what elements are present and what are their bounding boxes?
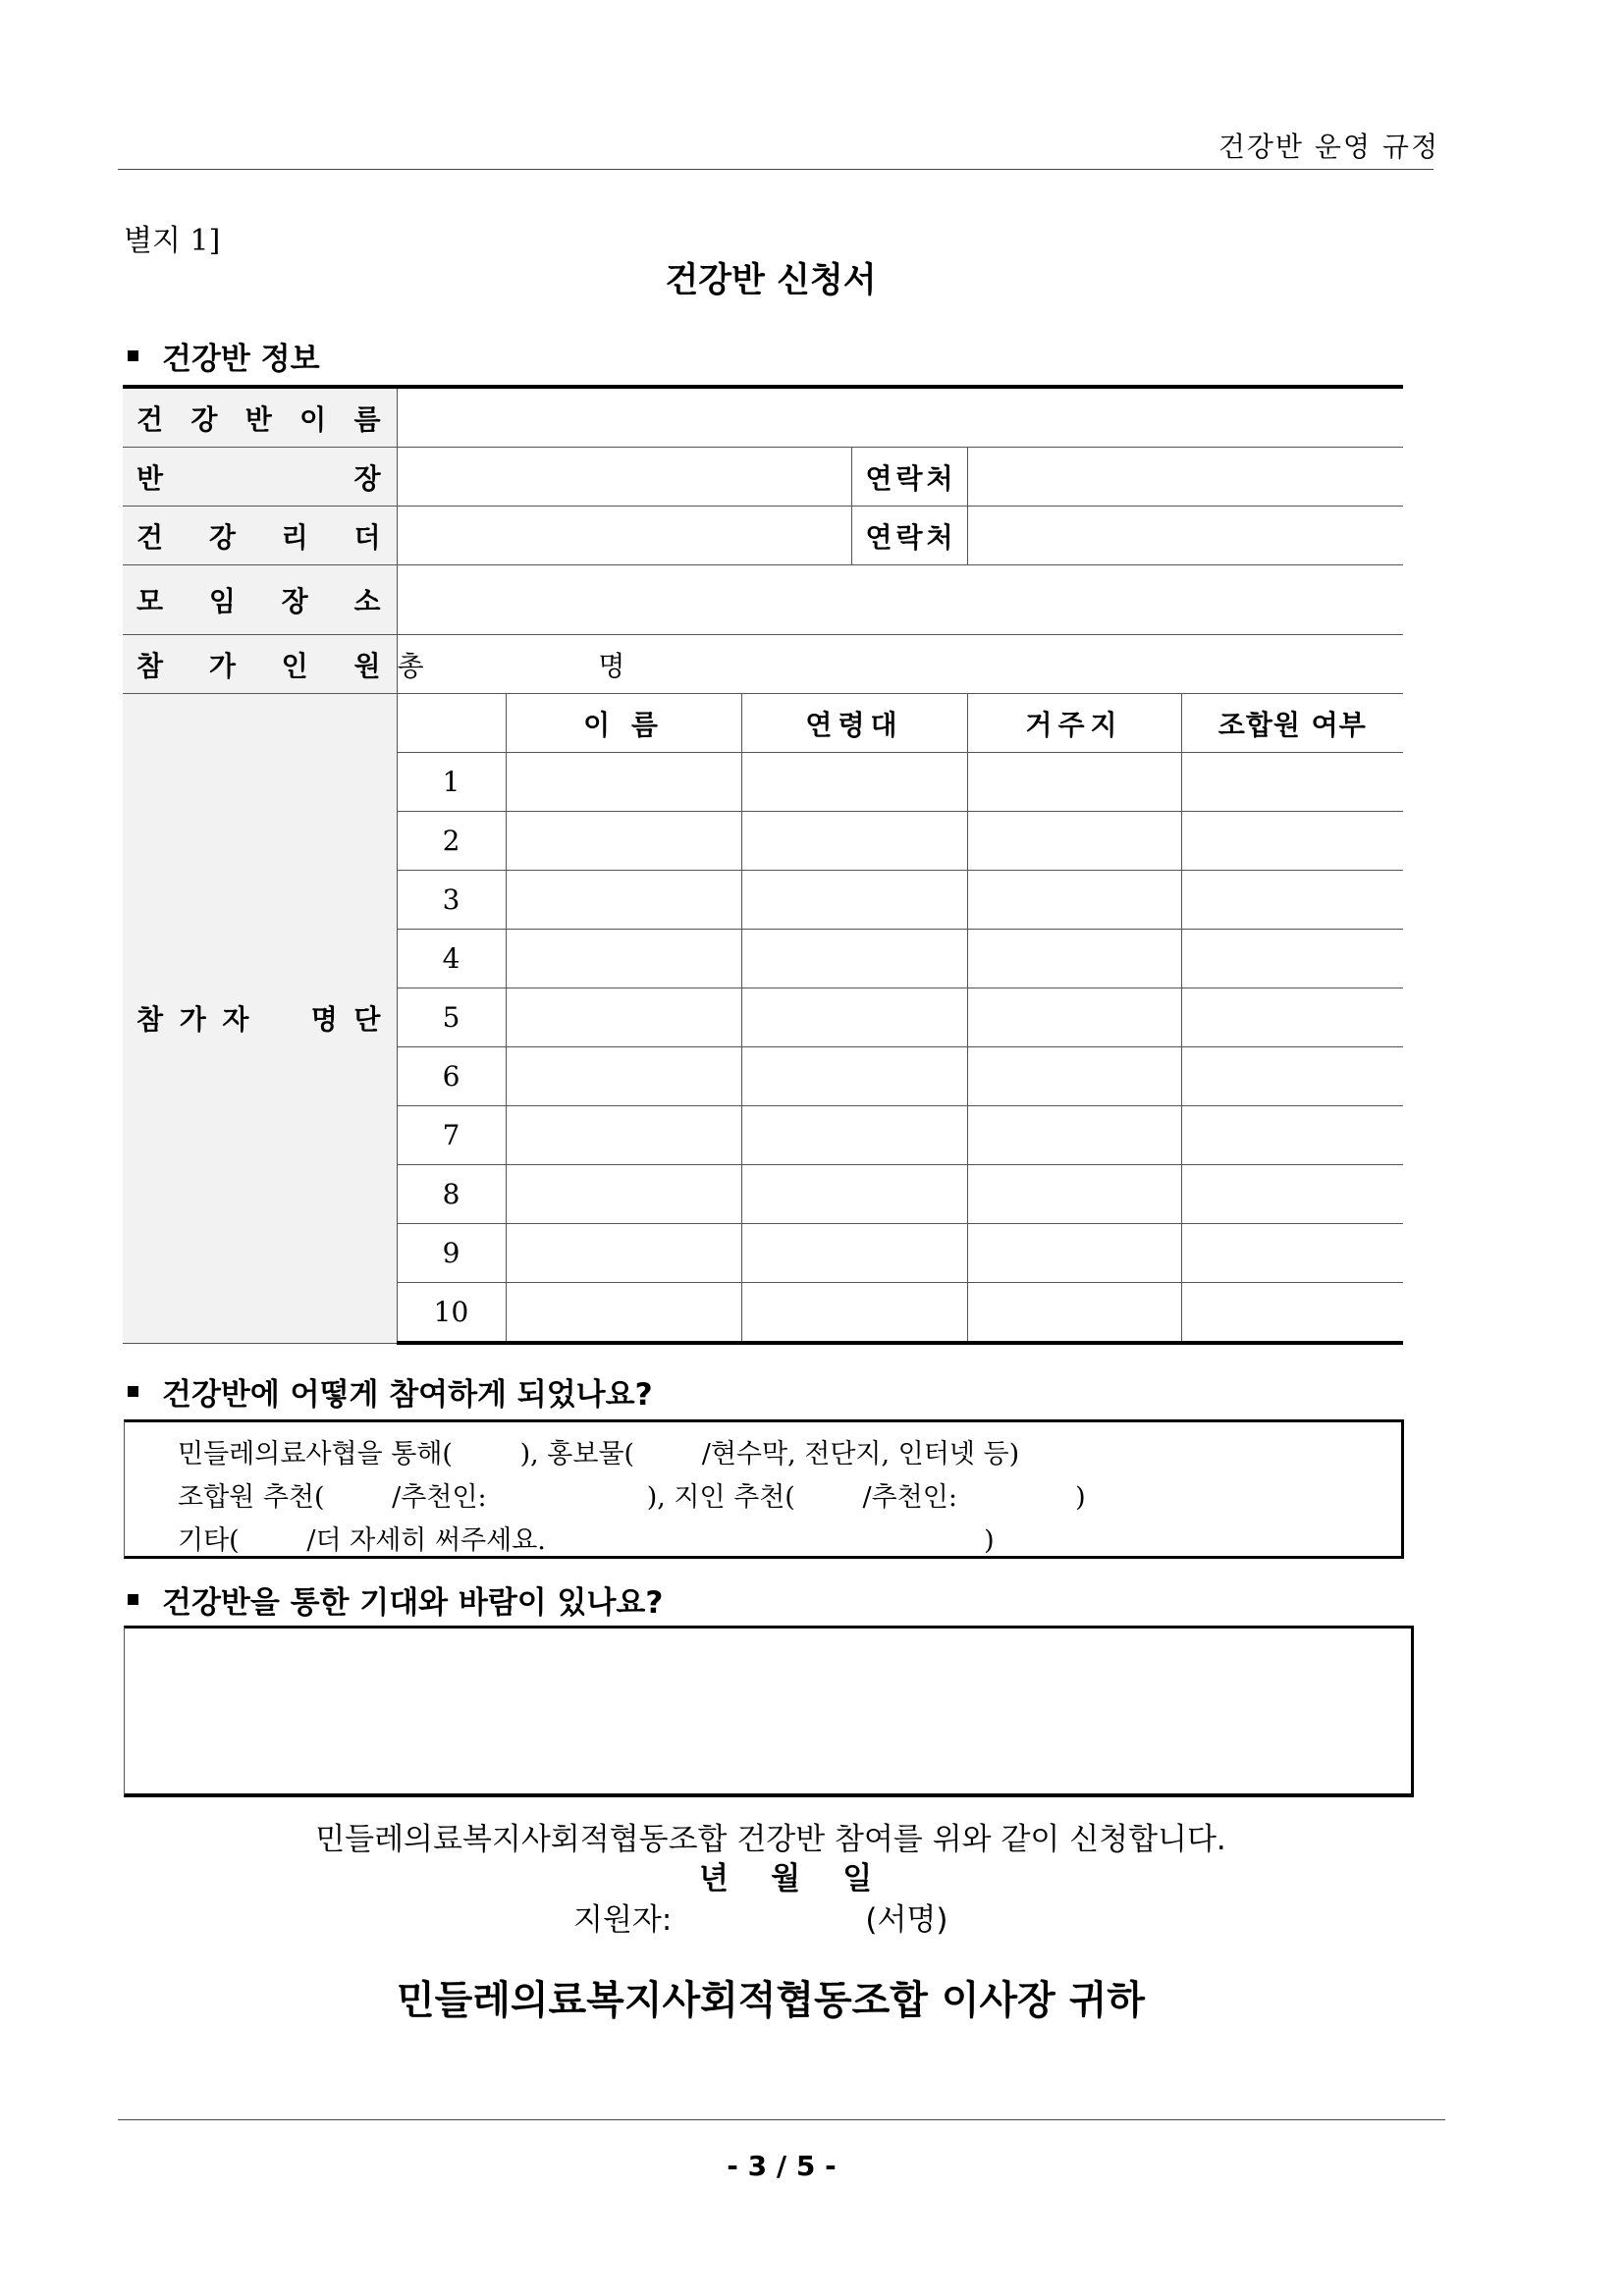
table-row: 7	[123, 1106, 1403, 1165]
document-header-title: 건강반 운영 규정	[1217, 131, 1439, 163]
how-joined-line-1: 민들레의료사협을 통해( ), 홍보물( /현수막, 전단지, 인터넷 등)	[178, 1439, 1020, 1469]
label-venue: 모 임 장 소	[123, 565, 397, 635]
annex-label: 별지 1]	[124, 224, 221, 258]
page-number: - 3 / 5 -	[727, 2150, 837, 2182]
table-row: 2	[123, 812, 1403, 871]
table-row: 3	[123, 871, 1403, 930]
leader-field[interactable]	[397, 448, 851, 507]
health-group-info-table	[123, 385, 1403, 1345]
label-leader: 반 장	[123, 448, 397, 507]
label-health-leader: 건 강 리 더	[123, 507, 397, 565]
expectations-field[interactable]	[124, 1626, 1414, 1797]
section-title: 건강반 정보	[162, 342, 320, 377]
table-row: 8	[123, 1165, 1403, 1224]
venue-field[interactable]	[397, 565, 1403, 635]
total-suffix: 명	[598, 649, 625, 682]
recipient-line: 민들레의료복지사회적협동조합 이사장 귀하	[396, 1978, 1145, 2023]
square-bullet-icon	[128, 1386, 138, 1397]
health-leader-contact-field[interactable]	[967, 507, 1403, 565]
how-joined-line-3: 기타( /더 자세히 써주세요. )	[178, 1525, 995, 1556]
closing-statement: 민들레의료복지사회적협동조합 건강반 참여를 위와 같이 신청합니다.	[315, 1822, 1226, 1857]
table-row: 5	[123, 988, 1403, 1047]
label-participant-roster: 참 가 자 명 단	[123, 694, 397, 1344]
roster-header-name: 이 름	[506, 694, 741, 753]
table-row: 10	[123, 1283, 1403, 1344]
participant-count-field[interactable]	[397, 635, 1403, 694]
total-prefix: 총	[397, 649, 424, 682]
table-row: 9	[123, 1224, 1403, 1283]
table-row: 6	[123, 1047, 1403, 1106]
label-participant-count: 참 가 인 원	[123, 635, 397, 694]
roster-header-member: 조합원 여부	[1181, 694, 1403, 753]
square-bullet-icon	[128, 350, 138, 361]
health-leader-field[interactable]	[397, 507, 851, 565]
label-health-leader-contact: 연 락 처	[851, 507, 967, 565]
form-title: 건강반 신청서	[665, 261, 877, 300]
label-leader-contact: 연 락 처	[851, 448, 967, 507]
section-title: 건강반에 어떻게 참여하게 되었나요?	[162, 1377, 653, 1413]
group-name-field[interactable]	[397, 387, 1403, 448]
table-row: 1	[123, 753, 1403, 812]
section-heading-info	[124, 334, 320, 378]
applicant-signature-line: 지원자: (서명)	[573, 1902, 948, 1938]
footer-divider	[118, 2119, 1445, 2120]
roster-header-age: 연령대	[741, 694, 967, 753]
label-group-name: 건 강 반 이 름	[123, 387, 397, 448]
roster-header-blank	[397, 694, 506, 753]
roster-header-residence: 거주지	[967, 694, 1181, 753]
header-divider	[118, 169, 1434, 170]
leader-contact-field[interactable]	[967, 448, 1403, 507]
square-bullet-icon	[128, 1594, 138, 1605]
table-row: 4	[123, 930, 1403, 988]
section-heading-expectations	[124, 1577, 663, 1622]
how-joined-box[interactable]	[124, 1419, 1404, 1559]
how-joined-line-2: 조합원 추천( /추천인: ), 지인 추천( /추천인: )	[178, 1482, 1086, 1513]
date-line: 년 월 일	[699, 1861, 873, 1896]
section-title: 건강반을 통한 기대와 바람이 있나요?	[162, 1585, 664, 1621]
section-heading-how-joined	[124, 1369, 653, 1414]
